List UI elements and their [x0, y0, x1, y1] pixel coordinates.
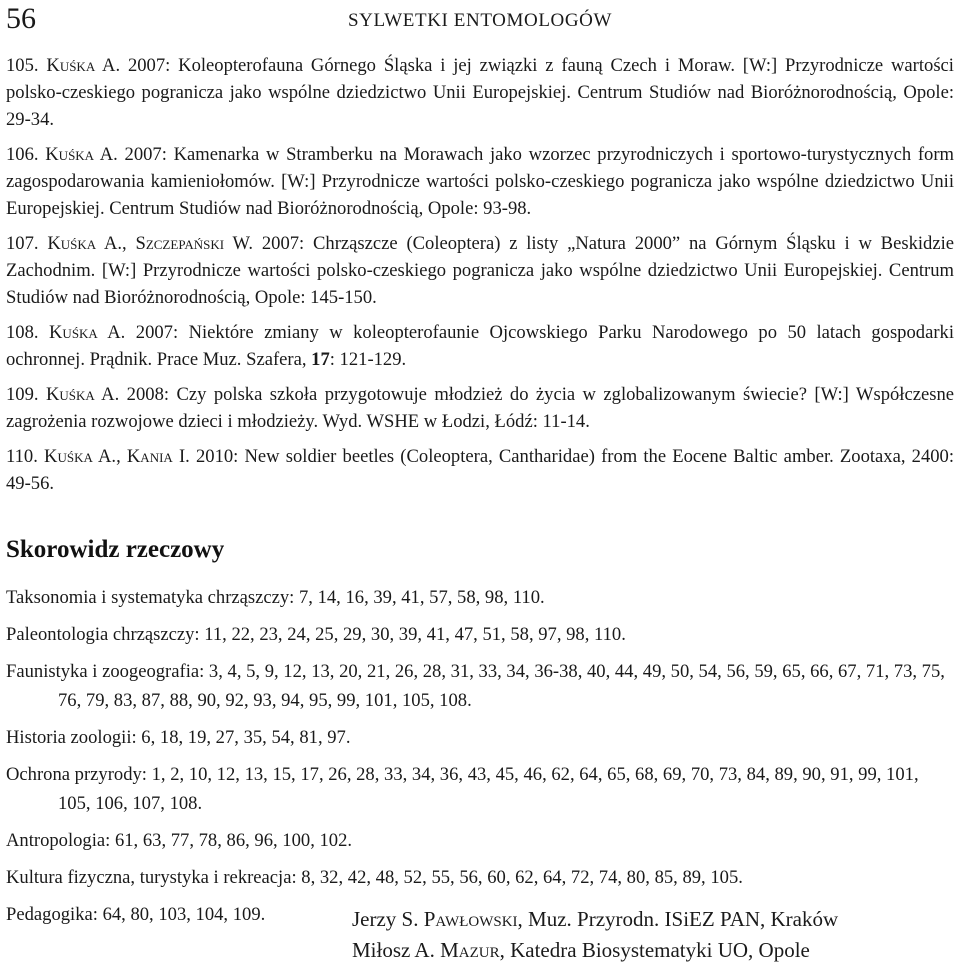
reference-number: 107.: [6, 233, 39, 254]
reference-text: 2007: Chrząszcze (Coleoptera) z listy „Natura 2000” na Górnym Śląsku i w Beskidzie Zachodnim. [W:] Przyrodnicze wartości polsko-czeskiego pogranicza jako wspólne dziedzictwo Unii Europejskiej. Centrum Studiów nad Bioróżnorodnością, Opole: 145-150.: [6, 233, 955, 308]
reference-item: [6, 230, 954, 311]
index-entry: Historia zoologii: 6, 18, 19, 27, 35, 54, 81, 97.: [6, 727, 351, 748]
reference-text: 2007: Koleopterofauna Górnego Śląska i jej związki z fauną Czech i Moraw. [W:] Przyrodnicze wartości polsko-czeskiego pogranicza jako wspólne dziedzictwo Unii Europejskiej. Centrum Studiów nad Bioróżnorodnością, Opole: 29-34.: [6, 55, 954, 130]
author-affiliation: , Muz. Przyrodn. ISiEZ PAN, Kraków: [517, 907, 839, 931]
reference-authors: Kuśka A.: [49, 322, 126, 343]
reference-pages: : 121-129.: [329, 349, 407, 370]
reference-text: 2007: Kamenarka w Stramberku na Morawach jako wzorzec przyrodniczych i sportowo-turystycznych form zagospodarowania kamieniołomów. [W:] Przyrodnicze wartości polsko-czeskiego pogranicza jako wspólne dziedzictwo Unii Europejskiej. Centrum Studiów nad Bioróżnorodnością, Opole: 93-98.: [6, 144, 954, 219]
reference-text: 2010: New soldier beetles (Coleoptera, Cantharidae) from the Eocene Baltic amber. Zootaxa, 2400: 49-56.: [6, 446, 955, 494]
reference-number: 105.: [6, 55, 39, 76]
reference-authors: Kuśka A., Szczepański W.: [47, 233, 254, 254]
author-first-name: Jerzy S.: [352, 907, 424, 931]
reference-item: [6, 52, 954, 133]
signature-line: [352, 904, 952, 935]
reference-authors: Kuśka A., Kania I.: [44, 446, 190, 467]
reference-authors: Kuśka A.: [45, 144, 118, 165]
reference-volume: 17: [311, 349, 330, 370]
index-entry: Ochrona przyrody: 1, 2, 10, 12, 13, 15, 17, 26, 28, 33, 34, 36, 43, 45, 46, 62, 64, 65, 68, 69, 70, 73, 84, 89, 90, 91, 99, 101, 105, 106, 107, 108.: [6, 764, 919, 814]
index-entry: Pedagogika: 64, 80, 103, 104, 109.: [6, 904, 266, 925]
reference-text: 2007: Niektóre zmiany w koleopterofaunie Ojcowskiego Parku Narodowego po 50 latach gospodarki ochronnej. Prądnik. Prace Muz. Szafera,: [6, 322, 954, 370]
signature-line: [352, 935, 952, 966]
reference-item: [6, 141, 954, 222]
reference-number: 108.: [6, 322, 39, 343]
index-entry: Paleontologia chrząszczy: 11, 22, 23, 24, 25, 29, 30, 39, 41, 47, 51, 58, 97, 98, 110.: [6, 624, 626, 645]
reference-item: [6, 381, 954, 435]
index-entry: Taksonomia i systematyka chrząszczy: 7, 14, 16, 39, 41, 57, 58, 98, 110.: [6, 587, 545, 608]
index-entry: Antropologia: 61, 63, 77, 78, 86, 96, 100, 102.: [6, 830, 353, 851]
reference-item: [6, 443, 954, 497]
page-number: 56: [6, 2, 36, 35]
reference-item: [6, 319, 954, 373]
reference-number: 106.: [6, 144, 39, 165]
journal-title: SYLWETKI ENTOMOLOGÓW: [347, 10, 613, 31]
reference-list: [6, 52, 954, 505]
author-signatures: [352, 904, 952, 966]
author-surname: Pawłowski: [423, 907, 518, 931]
index-entry: Faunistyka i zoogeografia: 3, 4, 5, 9, 12, 13, 20, 21, 26, 28, 31, 33, 34, 36-38, 40, 44, 49, 50, 54, 56, 59, 65, 66, 67, 71, 73, 75, 76, 79, 83, 87, 88, 90, 92, 93, 94, 95, 99, 101, 105, 108.: [6, 661, 945, 711]
reference-authors: Kuśka A.: [46, 55, 121, 76]
author-affiliation: , Katedra Biosystematyki UO, Opole: [499, 938, 810, 962]
running-head: [6, 2, 954, 36]
author-first-name: Miłosz A.: [352, 938, 441, 962]
section-title: Skorowidz rzeczowy: [6, 536, 225, 563]
index-entry: Kultura fizyczna, turystyka i rekreacja: 8, 32, 42, 48, 52, 55, 56, 60, 62, 64, 72, 74, 80, 85, 89, 105.: [6, 867, 743, 888]
reference-authors: Kuśka A.: [45, 384, 120, 405]
reference-number: 109.: [6, 384, 39, 405]
subject-index: [6, 583, 954, 937]
reference-text: 2008: Czy polska szkoła przygotowuje młodzież do życia w zglobalizowanym świecie? [W:] Współczesne zagrożenia rozwojowe dzieci i młodzieży. Wyd. WSHE w Łodzi, Łódź: 11-14.: [6, 384, 954, 432]
author-surname: Mazur: [440, 938, 500, 962]
reference-number: 110.: [6, 446, 38, 467]
